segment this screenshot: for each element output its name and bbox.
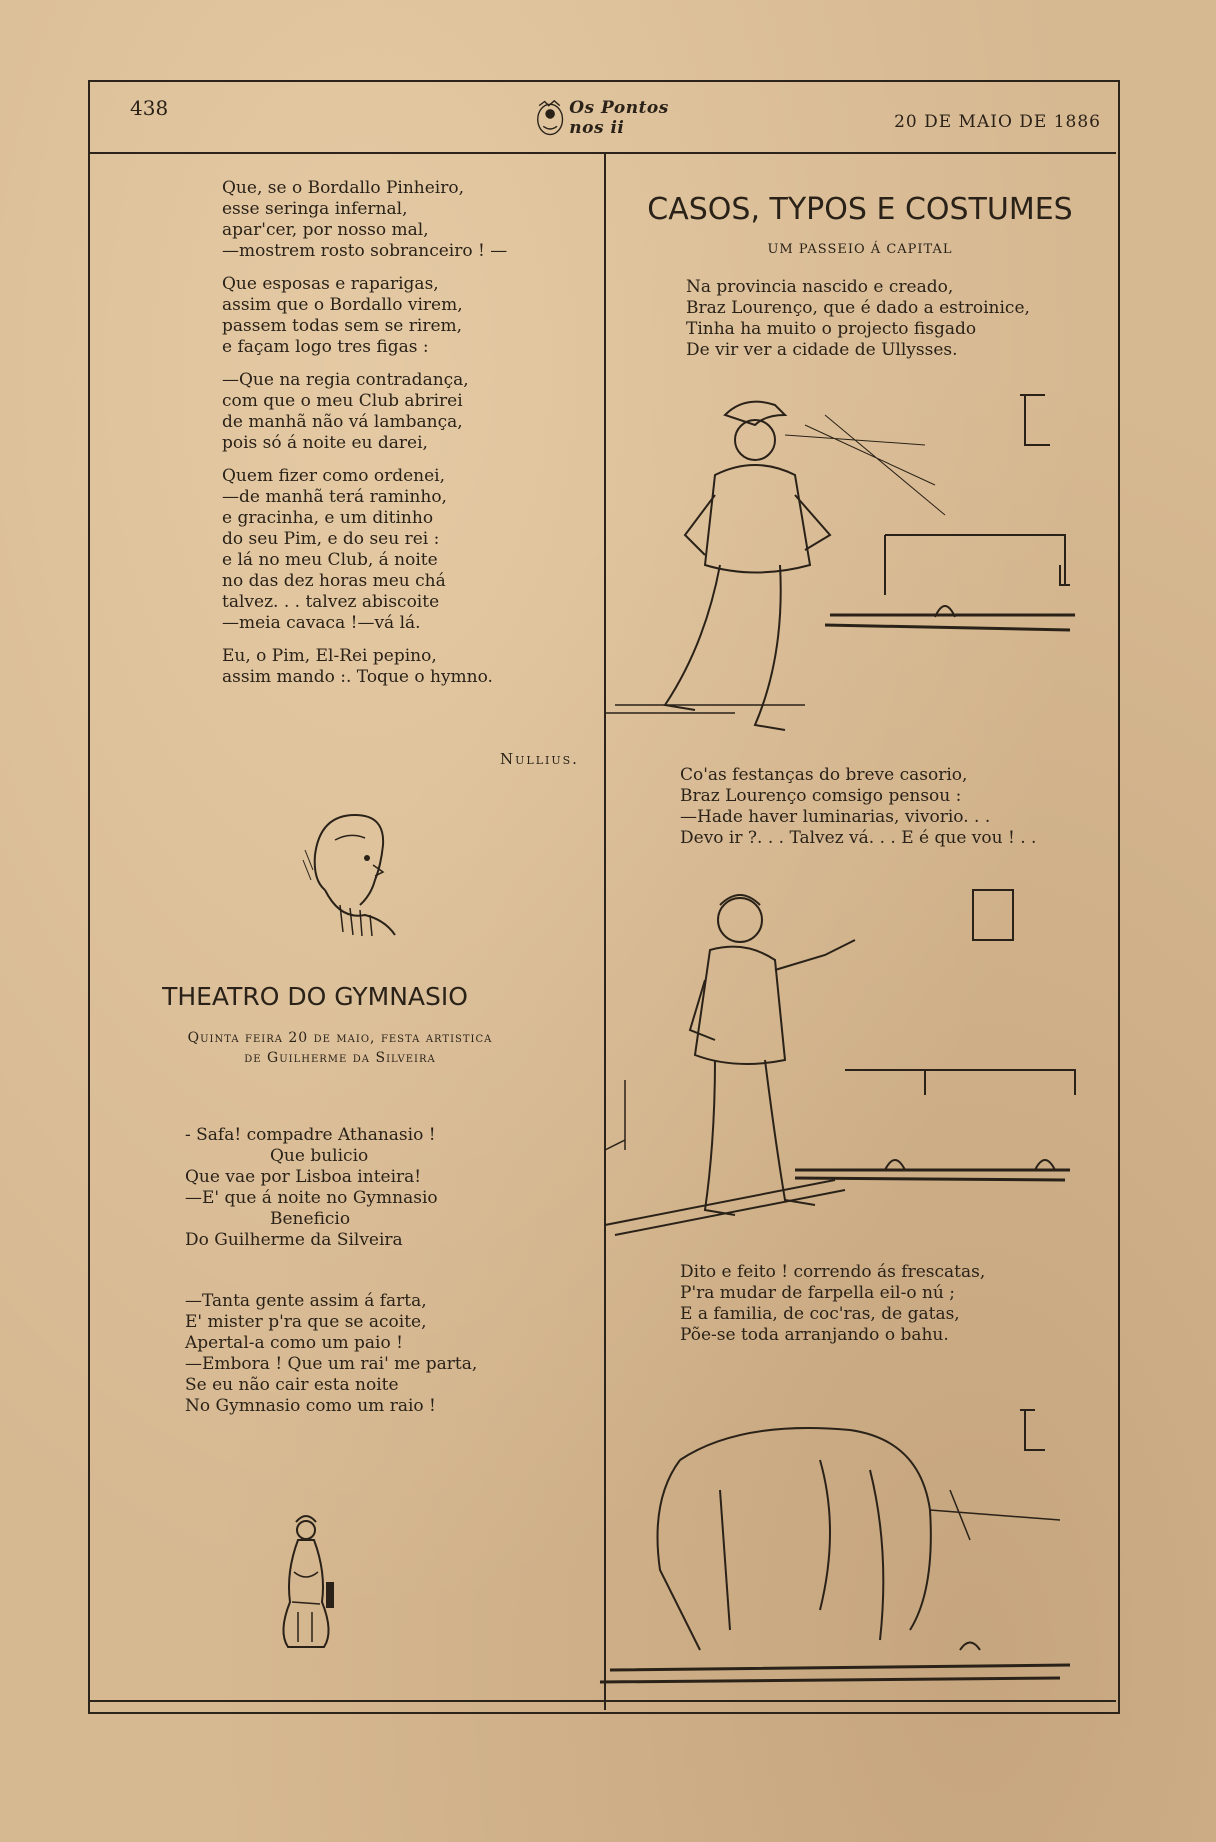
casos-title: CASOS, TYPOS E COSTUMES: [647, 192, 1073, 227]
casos-stanza-1: [686, 277, 1030, 361]
verse-line: talvez. . . talvez abiscoite: [222, 592, 440, 612]
verse-line: —Tanta gente assim á farta,: [185, 1291, 427, 1311]
verse-line: Beneficio: [270, 1209, 351, 1229]
verse-line: apar'cer, por nosso mal,: [222, 220, 429, 240]
small-figure-sketch: [268, 1512, 348, 1652]
verse-line: do seu Pim, e do seu rei :: [222, 529, 440, 549]
man-portrait-sketch: [295, 810, 425, 945]
verse-line: Quem fizer como ordenei,: [222, 466, 446, 486]
verse-line: Do Guilherme da Silveira: [185, 1230, 403, 1250]
verse-line: E' mister p'ra que se acoite,: [185, 1312, 427, 1332]
verse-line: Se eu não cair esta noite: [185, 1375, 399, 1395]
verse-line: —meia cavaca !—vá lá.: [222, 613, 421, 633]
verse-line: assim que o Bordallo virem,: [222, 295, 463, 315]
masthead-title: Os Pontos nos ii: [569, 98, 669, 138]
verse-line: Braz Lourenço, que é dado a estroinice,: [686, 298, 1030, 318]
verse-line: Põe-se toda arranjando o bahu.: [680, 1325, 949, 1345]
verse-line: —Que na regia contradança,: [222, 370, 469, 390]
verse-line: P'ra mudar de farpella eil-o nú ;: [680, 1283, 955, 1303]
verse-line: Que bulicio: [270, 1146, 369, 1166]
issue-date: 20 DE MAIO DE 1886: [894, 112, 1101, 132]
peasant-standing-sketch: [605, 385, 1075, 745]
verse-line: e gracinha, e um ditinho: [222, 508, 434, 528]
verse-line: - Safa! compadre Athanasio !: [185, 1125, 436, 1145]
page-number: 438: [130, 96, 169, 120]
theatre-title: THEATRO DO GYMNASIO: [162, 982, 468, 1011]
verse-line: Na provincia nascido e creado,: [686, 277, 954, 297]
verse-line: —E' que á noite no Gymnasio: [185, 1188, 438, 1208]
verse-line: assim mando :. Toque o hymno.: [222, 667, 493, 687]
stanza: [185, 1291, 477, 1417]
verse-line: Tinha ha muito o projecto fisgado: [686, 319, 977, 339]
verse-line: E a familia, de coc'ras, de gatas,: [680, 1304, 960, 1324]
header-rule: [88, 152, 1116, 154]
left-poem: [222, 178, 507, 700]
poem-signature: Nullius.: [500, 750, 579, 768]
verse-line: Que esposas e raparigas,: [222, 274, 439, 294]
casos-stanza-3: [680, 1262, 985, 1346]
verse-line: —Embora ! Que um rai' me parta,: [185, 1354, 478, 1374]
verse-line: e façam logo tres figas :: [222, 337, 429, 357]
stanza: [222, 370, 507, 454]
masthead-figure-icon: [535, 90, 565, 146]
theatre-poem: [185, 1125, 477, 1457]
stanza: [222, 466, 507, 634]
casos-stanza-2: [680, 765, 1036, 849]
bottom-rule: [88, 1700, 1116, 1702]
theatre-subtitle-line-1: Quinta feira 20 de maio, festa artistica: [187, 1030, 493, 1046]
verse-line: com que o meu Club abrirei: [222, 391, 463, 411]
verse-line: Devo ir ?. . . Talvez vá. . . E é que vou ! . .: [680, 828, 1037, 848]
verse-line: Braz Lourenço comsigo pensou :: [680, 786, 962, 806]
verse-line: —mostrem rosto sobranceiro ! —: [222, 241, 508, 261]
verse-line: Apertal-a como um paio !: [185, 1333, 403, 1353]
stanza: [222, 178, 507, 262]
verse-line: e lá no meu Club, á noite: [222, 550, 438, 570]
verse-line: Dito e feito ! correndo ás frescatas,: [680, 1262, 986, 1282]
peasant-pointing-sketch: [595, 880, 1085, 1240]
verse-line: passem todas sem se rirem,: [222, 316, 463, 336]
verse-line: —de manhã terá raminho,: [222, 487, 447, 507]
theatre-subtitle: [150, 1028, 530, 1068]
verse-line: —Hade haver luminarias, vivorio. . .: [680, 807, 991, 827]
figures-bending-sketch: [590, 1390, 1080, 1690]
verse-line: Que, se o Bordallo Pinheiro,: [222, 178, 465, 198]
stanza: [222, 646, 507, 688]
stanza: [185, 1125, 477, 1251]
verse-line: no das dez horas meu chá: [222, 571, 446, 591]
masthead-logo: [535, 88, 680, 148]
verse-line: pois só á noite eu darei,: [222, 433, 428, 453]
stanza: [222, 274, 507, 358]
casos-subtitle: UM PASSEIO Á CAPITAL: [767, 242, 953, 257]
verse-line: Eu, o Pim, El-Rei pepino,: [222, 646, 437, 666]
verse-line: Que vae por Lisboa inteira!: [185, 1167, 422, 1187]
verse-line: No Gymnasio como um raio !: [185, 1396, 436, 1416]
verse-line: esse seringa infernal,: [222, 199, 408, 219]
verse-line: De vir ver a cidade de Ullysses.: [686, 340, 958, 360]
verse-line: Co'as festanças do breve casorio,: [680, 765, 968, 785]
theatre-subtitle-line-2: de Guilherme da Silveira: [244, 1050, 436, 1066]
verse-line: de manhã não vá lambança,: [222, 412, 463, 432]
